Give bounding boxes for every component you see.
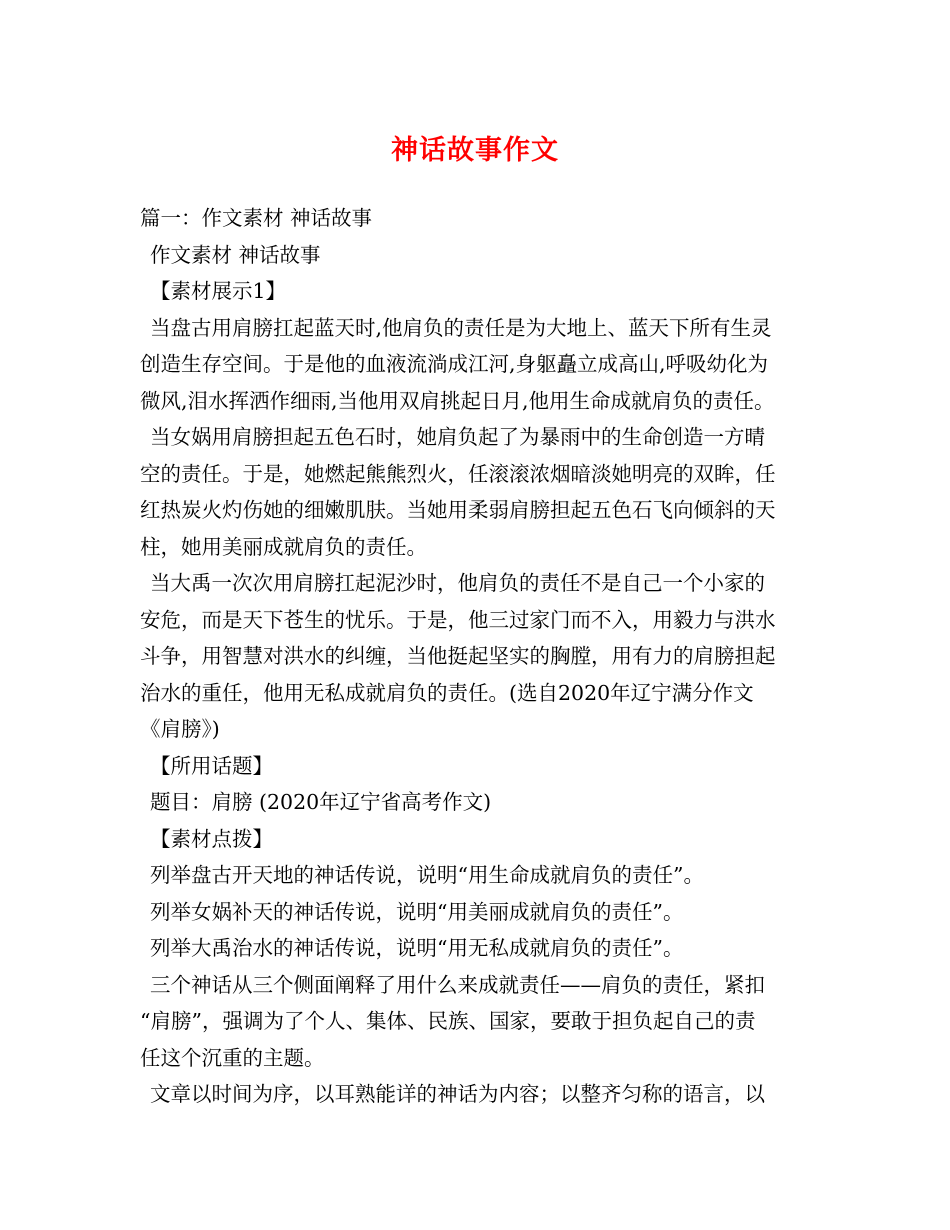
paragraph-line: 微风,泪水挥洒作细雨,当他用双肩挑起日月,他用生命成就肩负的责任。: [140, 388, 775, 413]
paragraph-line: 当女娲用肩膀担起五色石时，她肩负起了为暴雨中的生命创造一方晴: [150, 425, 765, 449]
paragraph-line: 柱，她用美丽成就肩负的责任。: [140, 534, 427, 559]
paragraph-line: 创造生存空间。于是他的血液流淌成江河,身躯矗立成高山,呼吸幼化为: [140, 352, 769, 376]
document-body: [140, 200, 815, 1113]
subheading: 作文素材 神话故事: [150, 242, 321, 267]
tips-line: 列举盘古开天地的神话传说，说明“用生命成就肩负的责任”。: [150, 863, 704, 887]
topic-line: 题目：肩膀 (2020年辽宁省高考作文): [150, 790, 492, 814]
paragraph-line: 文章以时间为序，以耳熟能详的神话为内容；以整齐匀称的语言，以: [150, 1082, 765, 1106]
paragraph-line: 当大禹一次次用肩膀扛起泥沙时，他肩负的责任不是自己一个小家的: [150, 571, 765, 595]
document-title: 神话故事作文: [391, 135, 559, 166]
tips-line: 列举大禹治水的神话传说，说明“用无私成就肩负的责任”。: [150, 936, 684, 960]
tips-label: 【素材点拨】: [150, 826, 273, 851]
paragraph-line: 当盘古用肩膀扛起蓝天时,他肩负的责任是为大地上、蓝天下所有生灵: [150, 315, 772, 340]
tips-line: 列举女娲补天的神话传说，说明“用美丽成就肩负的责任”。: [150, 899, 684, 924]
paragraph-line: 安危，而是天下苍生的忧乐。于是，他三过家门而不入，用毅力与洪水: [140, 607, 776, 632]
paragraph-line: 《肩膀》): [140, 717, 220, 741]
paragraph-line: 斗争，用智慧对洪水的纠缠，当他挺起坚实的胸膛，用有力的肩膀担起: [140, 644, 776, 668]
paragraph-line: 任这个沉重的主题。: [140, 1045, 325, 1070]
paragraph-line: 红热炭火灼伤她的细嫩肌肤。当她用柔弱肩膀担起五色石飞向倾斜的天: [140, 498, 776, 522]
topic-label: 【所用话题】: [150, 753, 273, 778]
paragraph-line: 治水的重任，他用无私成就肩负的责任。(选自2020年辽宁满分作文: [140, 680, 754, 705]
paragraph-line: “肩膀”，强调为了个人、集体、民族、国家，要敢于担负起自己的责: [140, 1009, 756, 1033]
section-heading: 篇一：作文素材 神话故事: [140, 206, 373, 230]
material-label: 【素材展示1】: [150, 279, 287, 303]
paragraph-line: 三个神话从三个侧面阐释了用什么来成就责任——肩负的责任，紧扣: [150, 972, 765, 997]
paragraph-line: 空的责任。于是，她燃起熊熊烈火，任滚滚浓烟暗淡她明亮的双眸，任: [140, 461, 776, 486]
